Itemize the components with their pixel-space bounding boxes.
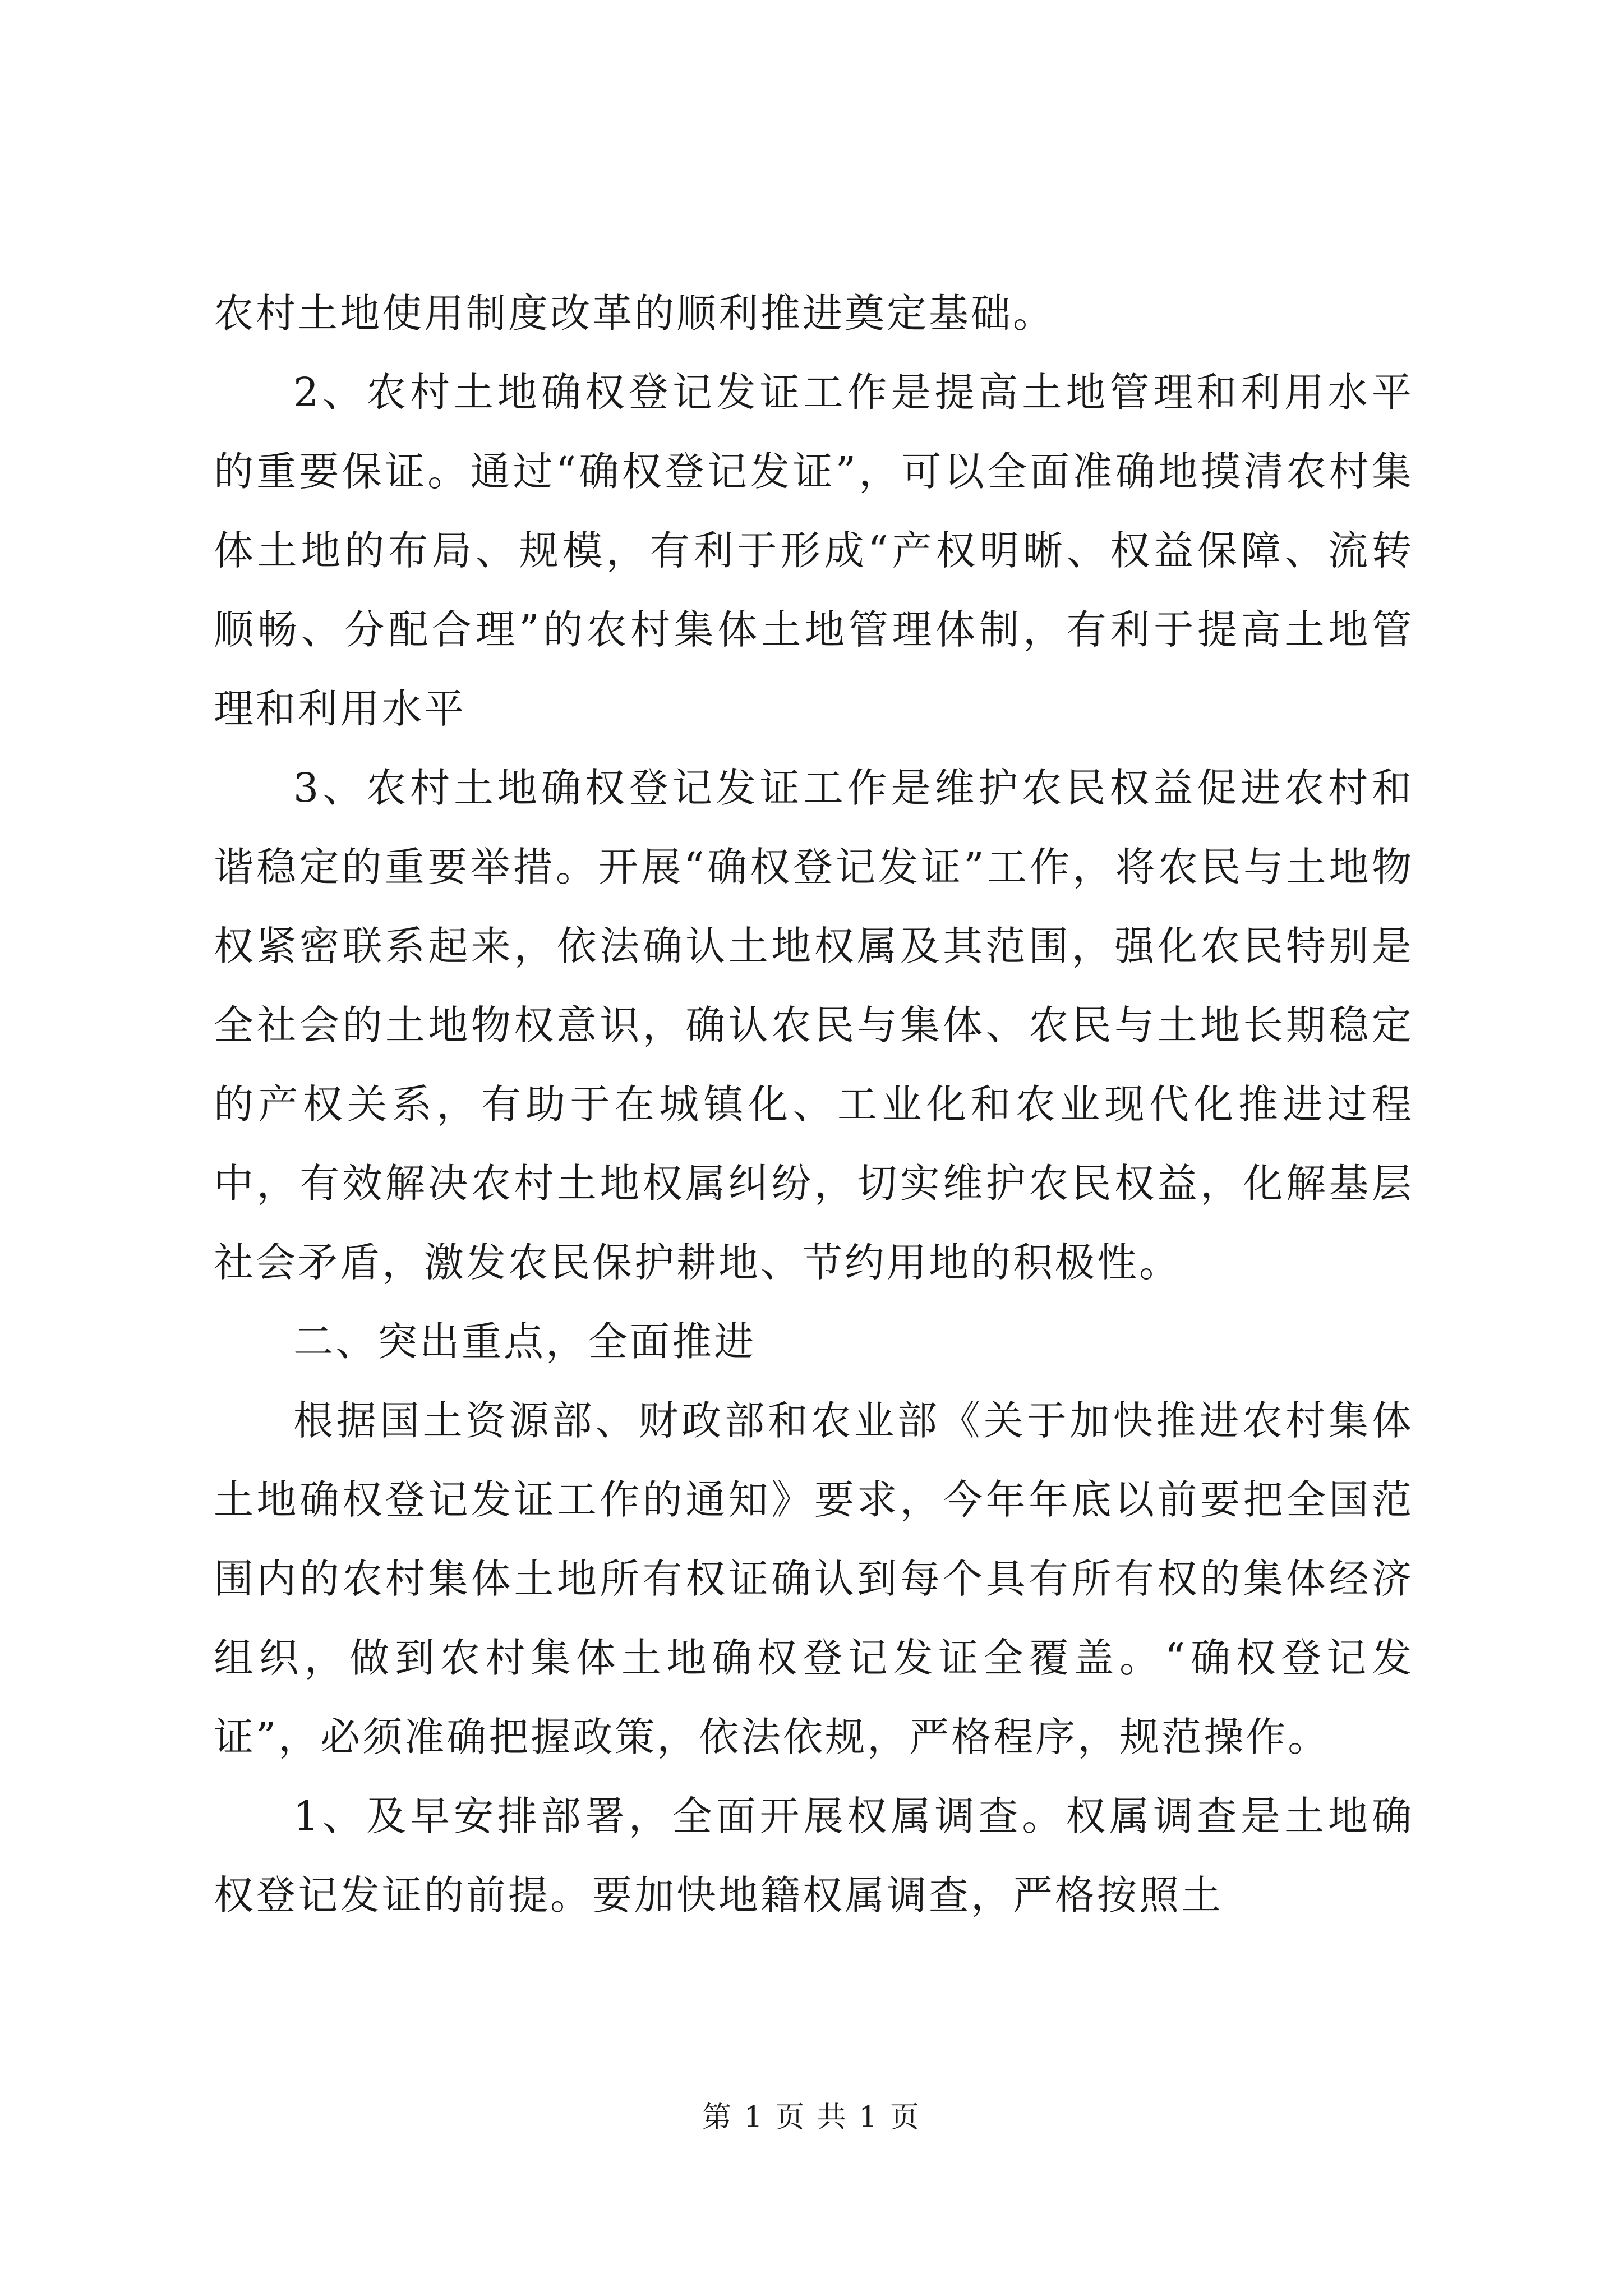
document-body <box>214 274 1414 1935</box>
paragraph-section-intro: 根据国土资源部、财政部和农业部《关于加快推进农村集体土地确权登记发证工作的通知》要求，今年年底以前要把全国范围内的农村集体土地所有权证确认到每个具有所有权的集体经济组织，做到农村集体土地确权登记发证全覆盖。“确权登记发证”，必须准确把握政策，依法依规，严格程序，规范操作。 <box>214 1397 1414 1760</box>
paragraph-point-1: 1、及早安排部署，全面开展权属调查。权属调查是土地确权登记发证的前提。要加快地籍权属调查，严格按照土 <box>214 1793 1414 1918</box>
paragraph-continuation: 农村土地使用制度改革的顺利推进奠定基础。 <box>214 290 1055 337</box>
page-footer: 第 1 页 共 1 页 <box>702 2101 921 2134</box>
paragraph-point-2: 2、农村土地确权登记发证工作是提高土地管理和利用水平的重要保证。通过“确权登记发证”，可以全面准确地摸清农村集体土地的布局、规模，有利于形成“产权明晰、权益保障、流转顺畅、分配合理”的农村集体土地管理体制，有利于提高土地管理和利用水平 <box>214 369 1414 732</box>
paragraph-point-3: 3、农村土地确权登记发证工作是维护农民权益促进农村和谐稳定的重要举措。开展“确权登记发证”工作，将农民与土地物权紧密联系起来，依法确认土地权属及其范围，强化农民特别是全社会的土地物权意识，确认农民与集体、农民与土地长期稳定的产权关系，有助于在城镇化、工业化和农业现代化推进过程中，有效解决农村土地权属纠纷，切实维护农民权益，化解基层社会矛盾，激发农民保护耕地、节约用地的积极性。 <box>214 765 1414 1286</box>
section-heading-2: 二、突出重点，全面推进 <box>293 1318 757 1365</box>
